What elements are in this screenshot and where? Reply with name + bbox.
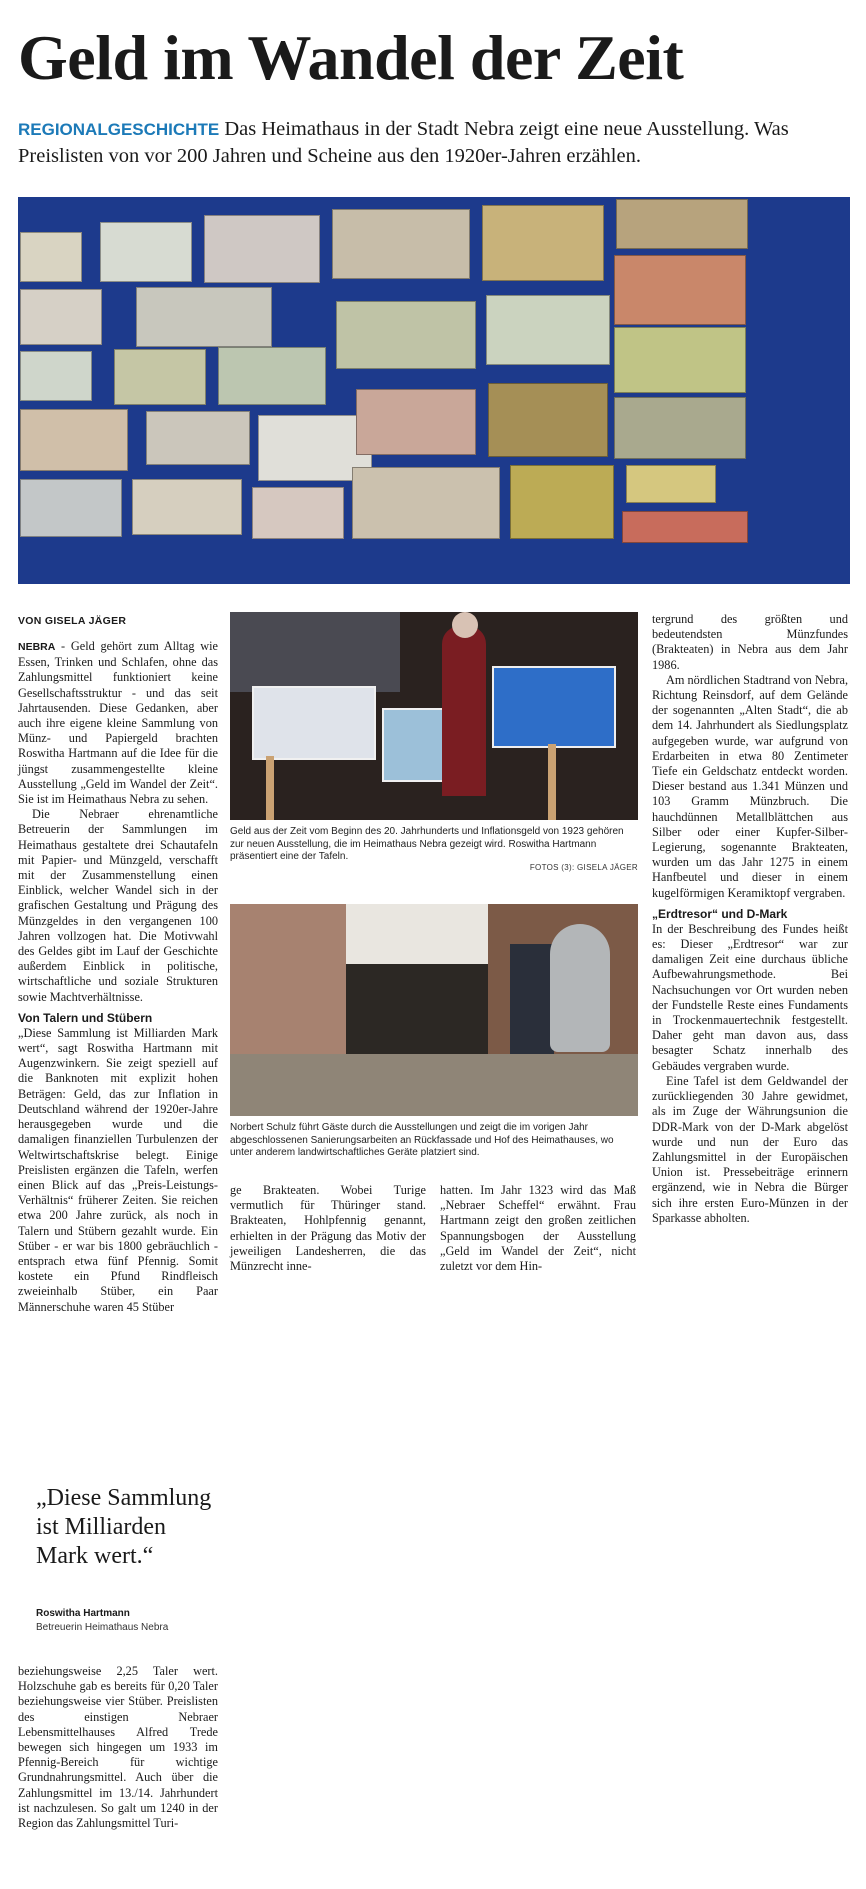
subheading: Von Talern und Stübern [18, 1010, 153, 1025]
paragraph: tergrund des größten und bedeutendsten Münzfundes (Brakteaten) in Nebra aus dem Jahr 1986. [652, 612, 848, 672]
paragraph-text: - Geld gehört zum Alltag wie Essen, Trinken und Schlafen, ohne das Zahlungsmittel funktioniert keine Gesellschaftsstruktur - und das seit Jahrtausenden. Diese Gedanken, aber auch ihre eigene kleine Sammlung von Münz- und Papiergeld brachten Roswitha Hartmann auf die Idee für die jüngst zusammengestellte kleine Ausstellung „Geld im Wandel der Zeit“. Sie ist im Heimathaus Nebra zu sehen. [18, 639, 218, 807]
byline: VON GISELA JÄGER [18, 615, 127, 627]
photo-exhibition-boards [230, 612, 638, 820]
article-column-1 [18, 639, 218, 1315]
paragraph: beziehungsweise 2,25 Taler wert. Holzschuhe gab es bereits für 0,20 Taler beziehungsweise vier Stüber. Preislisten des einstigen Nebraer Lebensmittelhauses Alfred Trede bewegen sich hingegen um 1933 im Pfennig-Bereich für wichtige Grundnahrungsmittel. Auch über die Zahlungsmittel im 13./14. Jahrhundert ist nachzulesen. So galt um 1240 in der Region das Zahlungsmittel Turi- [18, 1664, 218, 1831]
article-column-4 [652, 612, 848, 1226]
deck-text: Das Heimathaus in der Stadt Nebra zeigt eine neue Ausstellung. Was Preislisten von vor 200 Jahren und Scheine aus den 1920er-Jahren erzählen. [18, 118, 789, 167]
deck [18, 116, 858, 169]
article-column-3 [440, 1183, 636, 1274]
kicker: REGIONALGESCHICHTE [18, 120, 220, 139]
photo-credit: FOTOS (3): GISELA JÄGER [529, 863, 638, 872]
paragraph: In der Beschreibung des Fundes heißt es: Dieser „Erdtresor“ war zur damaligen Zeit eine durchaus übliche Aufbewahrungsmethode. Bei Nachsuchungen vor Ort wurden neben der Fundstelle Reste eines Fundaments in Trockenmauertechnik festgestellt. Daher geht man davon aus, dass besagter Schatz innerhalb des Gebäudes vergraben wurde. [652, 921, 848, 1073]
quote-author: Roswitha Hartmann [36, 1608, 130, 1619]
paragraph: Eine Tafel ist dem Geldwandel der zurückliegenden 30 Jahre gewidmet, als im Zuge der Währungsunion die DDR-Mark von der D-Mark abgelöst wurde und nun der Euro das Zahlungsmittel in der Europäischen Union ist. Pressebeiträge erinnern ergänzend, wie in Nebra die Bürger sich ihre ersten Euro-Münzen in der Sparkasse abholten. [652, 1073, 848, 1225]
article-column-1-continued [18, 1664, 218, 1831]
subheading: „Erdtresor“ und D-Mark [652, 906, 788, 921]
photo-1-caption: Geld aus der Zeit vom Beginn des 20. Jahrhunderts und Inflationsgeld von 1923 gehören zur neuen Ausstellung, die im Heimathaus Nebra gezeigt wird. Roswitha Hartmann präsentiert eine der Tafeln. [230, 826, 624, 862]
paragraph: Am nördlichen Stadtrand von Nebra, Richtung Reinsdorf, auf dem Gelände der sogenannten „Alten Stadt“, die ab dem 14. Jahrhundert als Siedlungsplatz aufgegeben wurde, war aufgrund von Erdarbeiten in etwa 80 Zentimeter Tiefe ein Geldschatz entdeckt worden. Dieser bestand aus 1.341 Münzen und 103 Gramm Münzbruch. Die hauchdünnen Metallblättchen aus Silber oder einer Kupfer-Silber-Legierung, sogenannte Brakteaten, wurden um das Jahr 1275 in einem Hanfbeutel und dieser in einem kugelförmigen Keramiktopf vergraben. [652, 672, 849, 900]
hero-photo-banknotes [18, 197, 850, 584]
paragraph: ge Brakteaten. Wobei Turige vermutlich für Thüringer stand. Brakteaten, Hohlpfennig genannt, erhielten in der Prägung das Motiv der jeweiligen Landesherren, die das Münzrecht inne- [230, 1183, 426, 1274]
pull-quote: „Diese Sammlung ist Milliarden Mark wert.“ [36, 1485, 212, 1569]
quote-author-role: Betreuerin Heimathaus Nebra [36, 1622, 169, 1633]
article-column-2 [230, 1183, 426, 1274]
dateline: NEBRA [18, 641, 56, 653]
photo-courtyard [230, 904, 638, 1116]
paragraph: hatten. Im Jahr 1323 wird das Maß „Nebraer Scheffel“ erwähnt. Frau Hartmann zeigt den großen zeitlichen Spannungsbogen der Ausstellung „Geld im Wandel der Zeit“, nicht zuletzt vor dem Hin- [440, 1183, 636, 1274]
photo-2-caption: Norbert Schulz führt Gäste durch die Ausstellungen und zeigt die im vorigen Jahr abgeschlossenen Sanierungsarbeiten an Rückfassade und Hof des Heimathauses, wo unter anderem landwirtschaftliches Geräte platziert sind. [230, 1122, 614, 1158]
headline: Geld im Wandel der Zeit [18, 22, 684, 93]
paragraph: Die Nebraer ehrenamtliche Betreuerin der Sammlungen im Heimathaus gestaltete drei Schautafeln mit Papier- und Münzgeld, verschafft mit der Zusammenstellung einen Einblick, welcher Wandel sich in der grafischen Gestaltung und Prägung des Münzgeldes in den vergangenen 100 Jahren vollzogen hat. Die Motivwahl des Geldes gibt im Lauf der Geschichte außerdem Einblick in politische, wirtschaftliche und soziale Strukturen sowie Machtverhältnisse. [18, 807, 218, 1004]
paragraph [18, 639, 218, 807]
paragraph: „Diese Sammlung ist Milliarden Mark wert“, sagt Roswitha Hartmann mit Augenzwinkern. Sie zeigt speziell auf die Banknoten mit explizit hohen Beträgen: Geld, das zur Inflation in Deutschland während der 1920er-Jahre herausgegeben wurde und die damaligen finanziellen Turbulenzen der Weltwirtschaftskrise belegt. Einige Preislisten ergänzen die Tafeln, werfen einen Blick auf das „Preis-Leistungs-Verhältnis“ früherer Zeiten. Sie reichen etwa 200 Jahre zurück, als noch in Talern und Stübern gezahlt wurde. Ein Stüber - er war bis 1800 gebräuchlich - entsprach etwa fünf Pfennig. Somit kostete ein Pfund Rindfleisch zweieinhalb Stüber, ein Paar Männerschuhe waren 45 Stüber [18, 1025, 218, 1314]
